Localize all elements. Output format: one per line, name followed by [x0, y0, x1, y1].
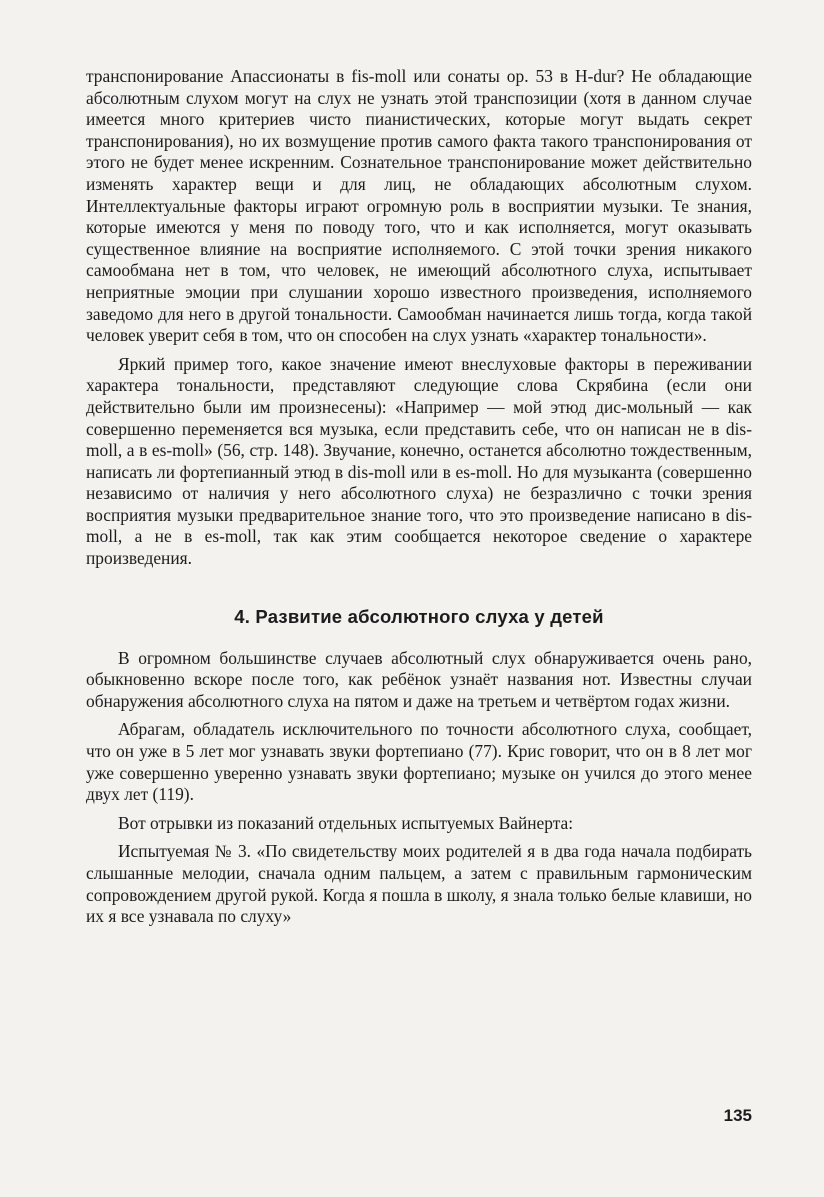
paragraph-weinert-intro: Вот отрывки из показаний отдельных испытуемых Вайнерта: [118, 812, 574, 833]
section-heading: 4. Развитие абсолютного слуха у детей [234, 605, 604, 627]
paragraph-transposition: транспонирование Апассионаты в fis-moll или сонаты ор. 53 в H-dur? Не обладающие абсолютным слухом могут на слух не узнать этой транспозиции (хотя в данном случае имеется много критериев чисто пианистических, которые могут выдать секрет транспонирования), но их возмущение против самого факта такого транспонирования от этого не будет менее искренним. Сознательное транспонирование может действительно изменять характер вещи и для лиц, не обладающих абсолютным слухом. Интеллектуальные факторы играют огромную роль в восприятии музыки. Те знания, которые имеются у меня по поводу того, что и как исполняется, могут оказывать существенное влияние на восприятие исполняемого. С этой точки зрения никакого самообмана нет в том, что человек, не имеющий абсолютного слуха, испытывает неприятные эмоции при слушании хорошо известного произведения, исполняемого заведомо для него в другой тональности. Самообман начинается лишь тогда, когда такой человек уверит себя в том, что он способен на слух узнать «характер тональности». [86, 66, 752, 346]
page-number: 135 [723, 1106, 752, 1125]
paragraph-scriabin-example: Яркий пример того, какое значение имеют внеслуховые факторы в переживании характера тональности, представляют следующие слова Скрябина (если они действительно были им произнесены): «Например — мой этюд дис-мольный — как совершенно переменяется вся музыка, если представить себе, что он написан не в dis-moll, а в es-moll» (56, стр. 148). Звучание, конечно, останется абсолютно тождественным, написать ли фортепианный этюд в dis-moll или в es-moll. Но для музыканта (совершенно независимо от наличия у него абсолютного слуха) не безразлично с точки зрения восприятия музыки предварительное знание того, что это произведение написано в dis-moll, а не в es-moll, так как этим сообщается некоторое сведение о характере произведения. [86, 353, 752, 569]
paragraph-subject-3: Испытуемая № 3. «По свидетельству моих родителей я в два года начала подбирать слышанные мелодии, сначала одним пальцем, а затем с правильным гармоническим сопровождением другой рукой. Когда я пошла в школу, я знала только белые клавиши, но их я все узнавала по слуху» [86, 841, 752, 927]
paragraph-early-detection: В огромном большинстве случаев абсолютный слух обнаруживается очень рано, обыкновенно вскоре после того, как ребёнок узнаёт названия нот. Известны случаи обнаружения абсолютного слуха на пятом и даже на третьем и четвёртом годах жизни. [86, 647, 752, 711]
paragraph-abraham-kries: Абрагам, обладатель исключительного по точности абсолютного слуха, сообщает, что он уже в 5 лет мог узнавать звуки фортепиано (77). Крис говорит, что он в 8 лет мог уже совершенно уверенно узнавать звуки фортепиано; музыке он учился до этого менее двух лет (119). [86, 719, 752, 805]
